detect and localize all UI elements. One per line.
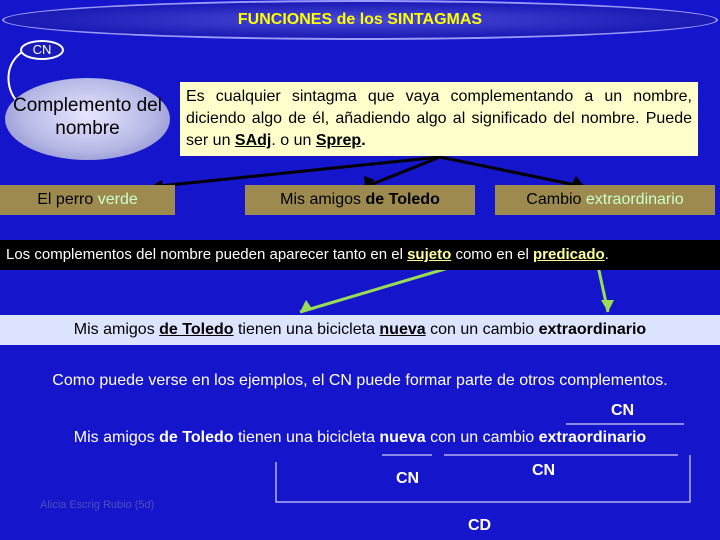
page-title: FUNCIONES de los SINTAGMAS xyxy=(237,11,483,28)
sentence-part: tienen una bicicleta xyxy=(233,321,380,338)
author-watermark: Alicia Escrig Rubio (5d) xyxy=(40,499,155,511)
explanation-text: Como puede verse en los ejemplos, el CN puede formar parte de otros complementos. xyxy=(52,372,668,389)
sadj-term: SAdj xyxy=(234,132,272,149)
sentence-part: con un cambio xyxy=(425,321,539,338)
sujeto-term: sujeto xyxy=(407,246,452,263)
cn-label-left: CN xyxy=(396,470,420,487)
definition-text: Es cualquier sintagma que vaya complementando a un nombre, diciendo algo de él, añadiendo algo al significado del nombre. Puede ser un xyxy=(186,88,692,149)
example-cn: de Toledo xyxy=(365,191,440,208)
example-sentence-band xyxy=(0,315,720,345)
position-note xyxy=(0,240,720,270)
cn-label-right: CN xyxy=(532,462,556,479)
sentence-cn-1: de Toledo xyxy=(159,429,234,446)
sentence-cn-1: de Toledo xyxy=(159,321,234,338)
predicado-term: predicado xyxy=(533,246,605,263)
concept-bubble xyxy=(5,78,170,160)
example-1 xyxy=(0,185,175,215)
cn-label-top: CN xyxy=(611,402,635,419)
cd-label: CD xyxy=(468,517,492,534)
definition-end: . xyxy=(361,132,366,149)
example-noun: Mis amigos xyxy=(280,191,366,208)
sentence-part: Mis amigos xyxy=(73,321,160,338)
position-arrows xyxy=(300,266,608,312)
example-3 xyxy=(495,185,715,215)
example-cn: extraordinario xyxy=(585,191,684,208)
green-arrow-head-1 xyxy=(300,300,313,312)
sentence-cn-2: nueva xyxy=(379,321,426,338)
definition-box xyxy=(180,82,698,156)
sentence-cn-2: nueva xyxy=(379,429,426,446)
analysis-sentence xyxy=(0,429,720,447)
sentence-part: con un cambio xyxy=(425,429,539,446)
example-2 xyxy=(245,185,475,215)
sprep-term: Sprep xyxy=(315,132,362,149)
note-end: . xyxy=(604,246,609,263)
example-noun: Cambio xyxy=(526,191,586,208)
cn-badge: CN xyxy=(20,40,64,60)
sentence-cn-3: extraordinario xyxy=(538,321,647,338)
note-text-mid: como en el xyxy=(451,246,533,263)
concept-label: Complemento del nombre xyxy=(13,95,162,139)
definition-text-mid: . o un xyxy=(271,132,316,149)
example-noun: El perro xyxy=(37,191,98,208)
example-cn: verde xyxy=(97,191,138,208)
sentence-part: tienen una bicicleta xyxy=(233,429,380,446)
sentence-part: Mis amigos xyxy=(73,429,160,446)
note-text: Los complementos del nombre pueden aparecer tanto en el xyxy=(6,246,408,263)
green-arrow-head-2 xyxy=(601,300,614,312)
sentence-cn-3: extraordinario xyxy=(538,429,647,446)
